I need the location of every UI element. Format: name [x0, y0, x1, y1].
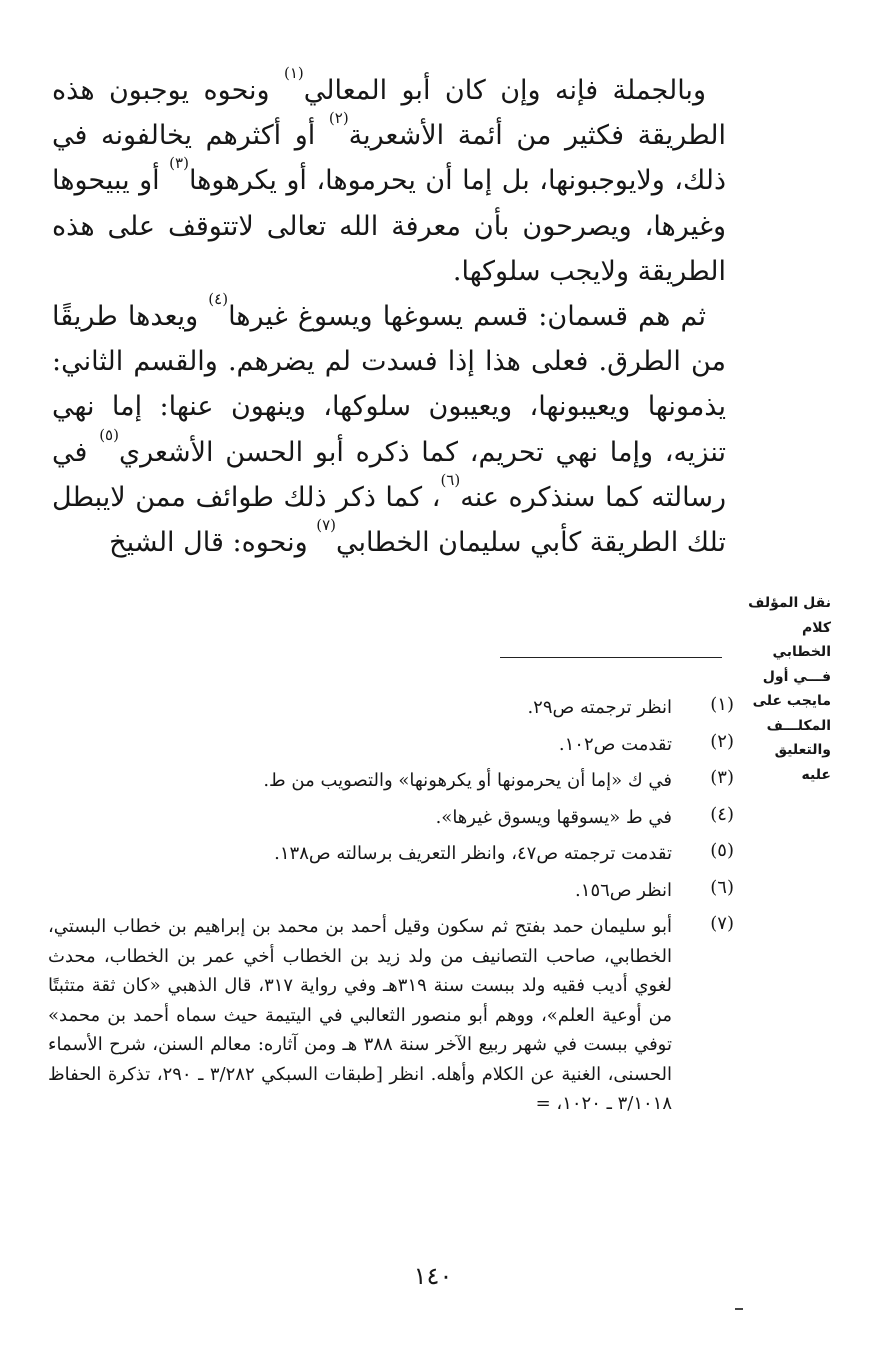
footnote-text: في ك «إما أن يحرمونها أو يكرهونها» والتصويب من ط.: [263, 770, 672, 791]
margin-note-line: والتعليق عليه: [774, 742, 831, 783]
main-text: [52, 64, 727, 565]
margin-note-line: فـــي أول: [762, 668, 831, 685]
footnote-ref: (٤): [208, 290, 229, 309]
footnote: [48, 693, 734, 723]
footnote-text: أبو سليمان حمد بفتح ثم سكون وقيل أحمد بن محمد بن إبراهيم بن خطاب البستي، الخطابي، صاحب التصانيف من ولد زيد بن الخطاب أخي عمر بن الخطاب، محدث لغوي أديب فقيه ولد ببست سنة ٣١٩هـ وفي رواية ٣١٧، قال الذهبي «كان ثقة متثبتًا من أوعية العلم»، ووهم أبو منصور الثعالبي في اليتيمة حيث سماه أحمد بن محمد» توفي ببست في شهر ربيع الآخر سنة ٣٨٨ هـ ومن آثاره: معالم السنن، شرح الأسماء الحسنى، الغنية عن الكلام وأهله. انظر [طبقات السبكي ٣/٢٨٢ ـ ٢٩٠، تذكرة الحفاظ ٣/١٠١٨ ـ ١٠٢٠، =: [48, 916, 673, 1114]
paragraph-2: [52, 290, 727, 565]
text-run: وبالجملة فإنه وإن كان أبو المعالي: [303, 75, 706, 106]
footnote-number: (٤): [710, 803, 734, 825]
margin-note-line: نقل المؤلف: [748, 595, 831, 611]
footnote-number: (٥): [710, 840, 734, 861]
scan-mark: [735, 1308, 743, 1310]
footnote-number: (١): [710, 694, 734, 715]
margin-note-line: مايجب على: [752, 693, 831, 709]
footnotes: [48, 693, 734, 1126]
footnote-number: (٦): [710, 876, 734, 898]
text-run: أو يبيحوها وغيرها، ويصرحون بأن معرفة الله تعالى لاتتوقف على هذه الطريقة ولايجب سلوكها.: [52, 165, 726, 287]
margin-note: [747, 591, 831, 787]
footnote-ref: (٢): [328, 109, 349, 128]
text-run: ثم هم قسمان: قسم يسوغها ويسوغ غيرها: [228, 301, 707, 333]
footnote-ref: (٧): [316, 516, 337, 535]
footnote-text: تقدمت ص١٠٢.: [558, 733, 672, 755]
paragraph-1: [52, 64, 727, 294]
footnote-ref: (٣): [169, 154, 189, 173]
text-run: أو أكثرهم يخالفونه في ذلك، ولايوجبونها، بل إما أن يحرموها، أو يكرهوها: [52, 120, 727, 197]
footnote: [48, 839, 734, 869]
footnote-text: تقدمت ترجمته ص٤٧، وانظر التعريف برسالته ص١٣٨.: [274, 843, 672, 864]
footnote-ref: (١): [283, 64, 304, 82]
text-run: في رسالته كما سنذكره عنه: [52, 436, 726, 513]
footnote-text: في ط «يسوقها ويسوق غيرها».: [435, 806, 672, 828]
footnote: [48, 912, 734, 1119]
margin-note-line: كلام الخطابي: [772, 619, 831, 660]
margin-note-line: المكلـــف: [766, 717, 831, 734]
text-run: ونحوه: قال الشيخ: [109, 527, 317, 559]
text-run: ونحوه يوجبون هذه الطريقة فكثير من أئمة الأشعرية: [52, 75, 726, 152]
footnote-number: (٧): [710, 913, 734, 934]
footnote-text: انظر ص١٥٦.: [575, 879, 672, 901]
footnote: [48, 803, 734, 833]
footnote: [48, 766, 734, 796]
footnote: [48, 876, 734, 906]
footnote: [48, 730, 734, 760]
footnote-separator: [500, 657, 722, 658]
footnote-ref: (٦): [440, 470, 461, 489]
footnote-number: (٣): [710, 767, 734, 788]
footnote-text: انظر ترجمته ص٢٩.: [527, 697, 672, 718]
page-number: ١٤٠: [413, 1262, 453, 1290]
footnote-ref: (٥): [99, 425, 119, 444]
text-run: ، كما ذكر ذلك طوائف ممن لايبطل تلك الطريقة كأبي سليمان الخطابي: [52, 481, 726, 559]
footnote-number: (٢): [710, 730, 734, 752]
text-run: ويعدها طريقًا من الطرق. فعلى هذا إذا فسدت لم يضرهم. والقسم الثاني: يذمونها ويعيبونها، ويعيبون سلوكها، وينهون عنها: إما نهي تنزيه، وإما نهي تحريم، كما ذكره أبو الحسن الأشعري: [52, 301, 727, 468]
